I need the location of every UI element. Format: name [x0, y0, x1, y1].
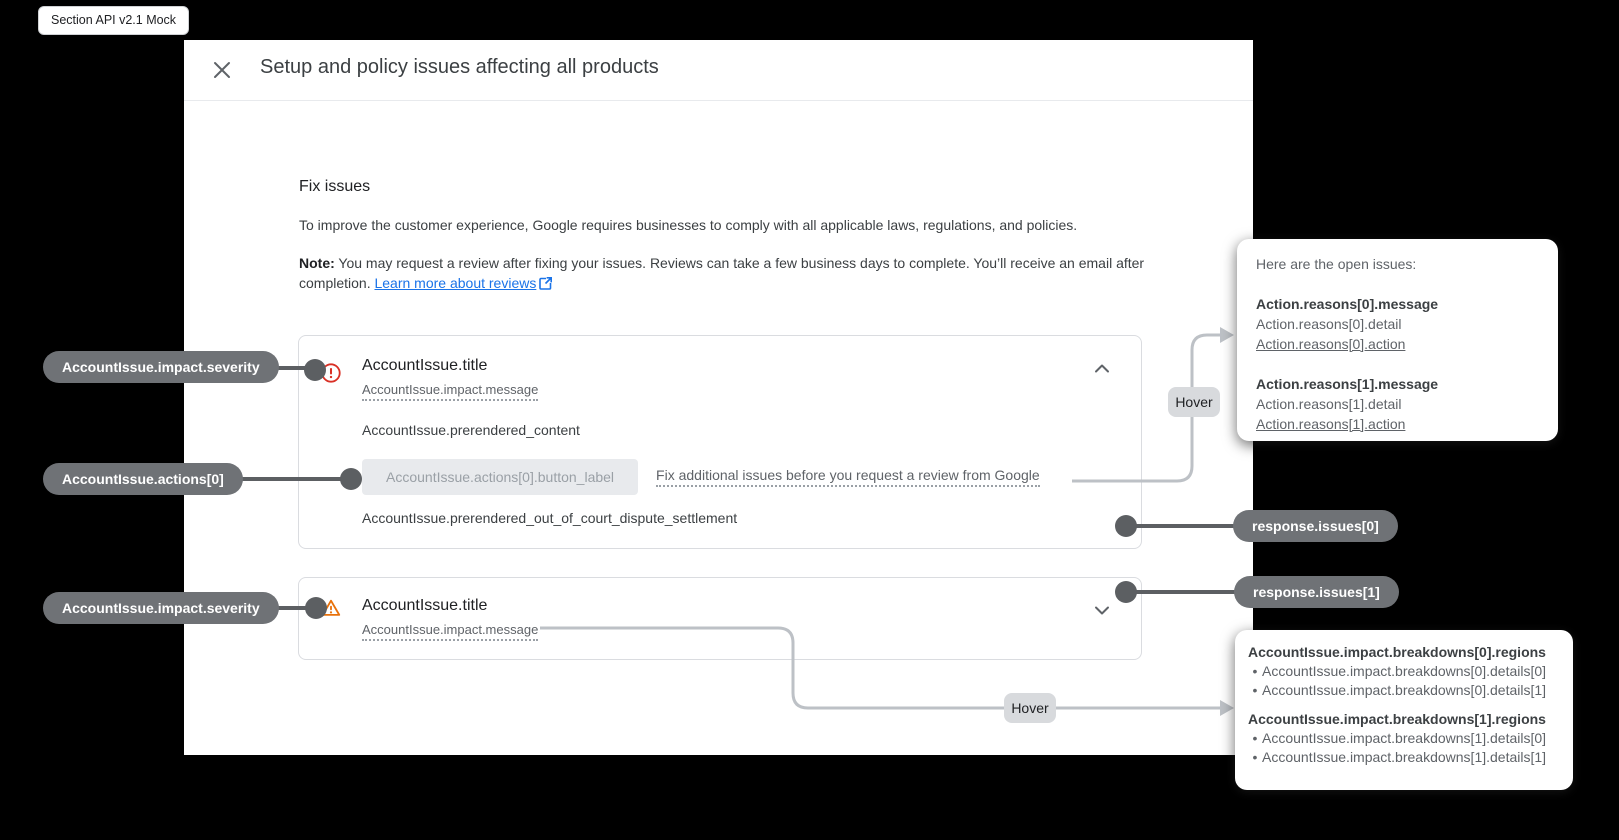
issue-card-warning	[298, 577, 1142, 660]
chevron-up-icon	[1090, 369, 1114, 384]
intro-text: To improve the customer experience, Google requires businesses to comply with all applicable laws, regulations, and policies.	[299, 217, 1078, 233]
connector-dot	[340, 468, 362, 490]
bullet-icon: •	[1252, 682, 1258, 698]
hover-label: Hover	[1168, 387, 1220, 417]
reason-group	[1256, 374, 1558, 434]
annotation-line	[1126, 524, 1246, 528]
actions-row	[362, 459, 1040, 495]
reason-detail: Action.reasons[1].detail	[1256, 396, 1402, 412]
bullet-icon: •	[1252, 749, 1258, 765]
annotation-line	[1126, 590, 1246, 594]
bullet-icon: •	[1252, 663, 1258, 679]
version-badge: Section API v2.1 Mock	[38, 6, 189, 35]
breakdown-group	[1248, 710, 1573, 767]
connector-dot	[305, 597, 327, 619]
collapse-button[interactable]	[1090, 357, 1114, 381]
breakdown-detail: • AccountIssue.impact.breakdowns[1].details[1]	[1248, 748, 1573, 767]
dispute-settlement-text: AccountIssue.prerendered_out_of_court_dispute_settlement	[362, 510, 738, 526]
annotation-pill-severity-1: AccountIssue.impact.severity	[43, 351, 279, 383]
chevron-down-icon	[1090, 610, 1114, 625]
annotation-pill-response-0: response.issues[0]	[1233, 510, 1398, 542]
fix-issues-heading: Fix issues	[299, 178, 371, 195]
note-body: You may request a review after fixing your issues. Reviews can take a few business days to complete. You’ll receive an email after completion.	[299, 255, 1145, 291]
reason-action-link[interactable]: Action.reasons[1].action	[1256, 416, 1406, 432]
reasons-tooltip	[1237, 239, 1558, 441]
annotation-pill-response-1: response.issues[1]	[1234, 576, 1399, 608]
breakdowns-tooltip	[1235, 630, 1573, 790]
issue-impact-message[interactable]: AccountIssue.impact.message	[362, 382, 538, 401]
breakdown-regions: AccountIssue.impact.breakdowns[1].regions	[1248, 711, 1546, 727]
issue-title: AccountIssue.title	[362, 357, 488, 374]
close-button[interactable]	[210, 58, 234, 82]
learn-more-link[interactable]: Learn more about reviews	[374, 275, 537, 291]
issue-card-error	[298, 335, 1142, 549]
bullet-icon: •	[1252, 730, 1258, 746]
prerendered-content: AccountIssue.prerendered_content	[362, 422, 580, 438]
fix-additional-issues-link[interactable]: Fix additional issues before you request a review from Google	[656, 467, 1040, 487]
reason-message: Action.reasons[0].message	[1256, 296, 1439, 312]
dialog-title: Setup and policy issues affecting all products	[260, 56, 659, 78]
connector-dot	[304, 359, 326, 381]
breakdown-group	[1248, 643, 1573, 700]
note-text	[299, 253, 1151, 295]
hover-label: Hover	[1004, 693, 1056, 723]
connector-dot	[1115, 581, 1137, 603]
external-link-icon	[539, 275, 552, 295]
breakdown-detail: • AccountIssue.impact.breakdowns[0].details[0]	[1248, 662, 1573, 681]
breakdown-detail: • AccountIssue.impact.breakdowns[0].details[1]	[1248, 681, 1573, 700]
tooltip-intro: Here are the open issues:	[1256, 256, 1417, 272]
expand-button[interactable]	[1090, 598, 1114, 622]
issues-dialog	[184, 40, 1253, 755]
reason-detail: Action.reasons[0].detail	[1256, 316, 1402, 332]
annotation-pill-actions: AccountIssue.actions[0]	[43, 463, 243, 495]
issue-title: AccountIssue.title	[362, 597, 488, 614]
breakdown-regions: AccountIssue.impact.breakdowns[0].regions	[1248, 644, 1546, 660]
breakdown-detail: • AccountIssue.impact.breakdowns[1].details[0]	[1248, 729, 1573, 748]
reason-group	[1256, 294, 1558, 354]
note-label: Note:	[299, 255, 335, 271]
close-icon	[210, 70, 234, 85]
connector-dot	[1115, 515, 1137, 537]
reason-action-link[interactable]: Action.reasons[0].action	[1256, 336, 1406, 352]
issue-action-button[interactable]: AccountIssue.actions[0].button_label	[362, 459, 638, 495]
dialog-header	[184, 40, 1253, 101]
issue-impact-message[interactable]: AccountIssue.impact.message	[362, 622, 538, 641]
reason-message: Action.reasons[1].message	[1256, 376, 1439, 392]
annotation-pill-severity-2: AccountIssue.impact.severity	[43, 592, 279, 624]
